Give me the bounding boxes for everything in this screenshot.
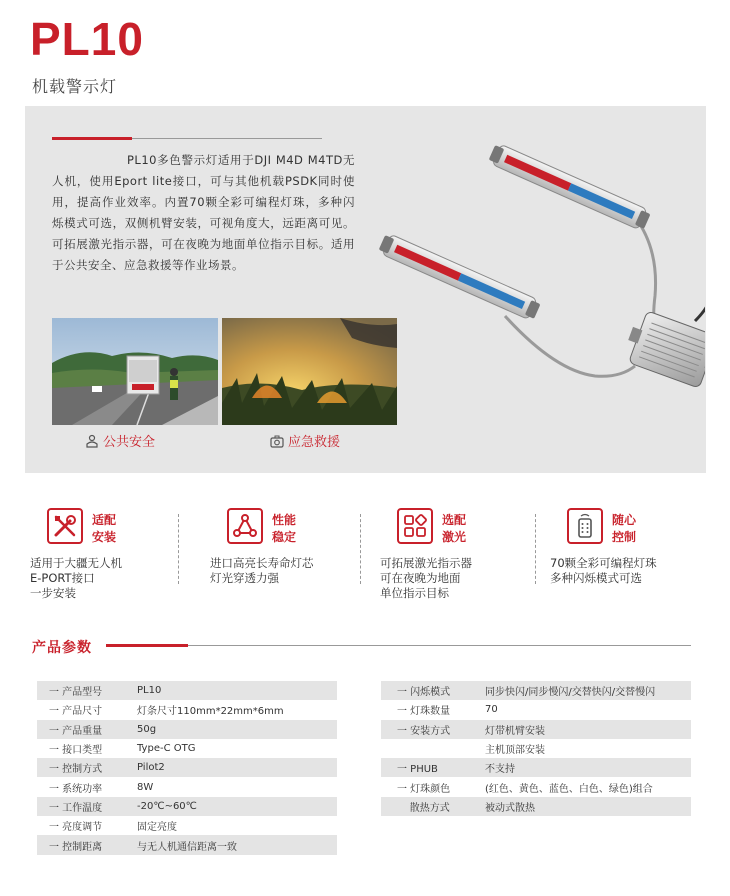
caption-emergency-rescue xyxy=(270,431,340,450)
medkit-icon xyxy=(270,434,284,448)
public-safety-photo xyxy=(52,318,218,425)
table-row: 主机顶部安装 xyxy=(485,745,545,757)
page-subtitle: 机载警示灯 xyxy=(32,77,118,96)
page-title: PL10 xyxy=(30,13,144,65)
feature-title: 适配 安装 xyxy=(92,513,117,544)
table-row: 一 闪烁模式 同步快闪/同步慢闪/交替快闪/交替慢闪 xyxy=(381,681,691,700)
feature-title: 性能 稳定 xyxy=(272,513,297,544)
table-row: 一 灯珠颜色 (红色、黄色、蓝色、白色、绿色)组合 xyxy=(397,783,653,795)
table-row: 散热方式 被动式散热 xyxy=(381,797,691,816)
network-triangle-icon xyxy=(227,508,263,544)
table-row: 一 产品型号 PL10 xyxy=(37,681,337,700)
hero-description: PL10多色警示灯适用于DJI M4D M4TD无人机，使用Eport lite接口，可与其他机载PSDK同时使用，提高作业效率。内置70颗全彩可编程灯珠，多种闪烁模式可选，双侧机臂安装，可视角度大，远距离可见。可拓展激光指示器，可在夜晚为地面单位指示目标。适用于公共安全、应急救援等作业场景。 xyxy=(52,153,355,272)
hero-divider xyxy=(132,138,322,139)
tools-icon xyxy=(47,508,83,544)
table-row: 一 控制方式 Pilot2 xyxy=(37,758,337,777)
feature-title: 选配 激光 xyxy=(442,513,467,544)
table-row: 一 接口类型 Type-C OTG xyxy=(49,743,196,757)
table-row: 一 灯珠数量 70 xyxy=(397,704,498,718)
feature-list xyxy=(30,508,710,608)
params-table-right xyxy=(381,681,691,816)
table-row: 一 系统功率 8W xyxy=(49,781,154,795)
table-row: 一 控制距离 与无人机通信距离一致 xyxy=(37,835,337,854)
table-row: 一 亮度调节 固定亮度 xyxy=(49,822,177,834)
product-image xyxy=(365,126,705,426)
grid-modules-icon xyxy=(397,508,433,544)
params-heading: 产品参数 xyxy=(32,640,92,656)
caption-public-safety xyxy=(85,431,155,450)
table-row: 一 工作温度 -20℃~60℃ xyxy=(37,797,337,816)
feature-desc: 70颗全彩可编程灯珠 多种闪烁模式可选 xyxy=(550,556,657,585)
shield-person-icon xyxy=(85,434,99,448)
feature-desc: 可拓展激光指示器 可在夜晚为地面 单位指示目标 xyxy=(380,556,472,600)
hero-panel xyxy=(25,106,706,473)
feature-divider xyxy=(178,514,179,584)
params-accent-line xyxy=(106,644,188,647)
feature-divider xyxy=(535,514,536,584)
feature-title: 随心 控制 xyxy=(612,513,637,544)
feature-desc: 进口高亮长寿命灯芯 灯光穿透力强 xyxy=(210,556,314,585)
params-divider xyxy=(188,645,691,646)
remote-control-icon xyxy=(567,508,603,544)
table-row: 一 产品尺寸 灯条尺寸110mm*22mm*6mm xyxy=(49,706,284,718)
caption-label: 应急救援 xyxy=(288,435,341,450)
caption-label: 公共安全 xyxy=(103,435,156,450)
table-row: 一 PHUB 不支持 xyxy=(381,758,691,777)
table-row: 一 产品重量 50g xyxy=(37,720,337,739)
params-table-left xyxy=(37,681,337,855)
table-row: 一 安装方式 灯带机臂安装 xyxy=(381,720,691,739)
hero-accent-line xyxy=(52,137,132,140)
feature-divider xyxy=(360,514,361,584)
feature-desc: 适用于大疆无人机 E-PORT接口 一步安装 xyxy=(30,556,122,600)
